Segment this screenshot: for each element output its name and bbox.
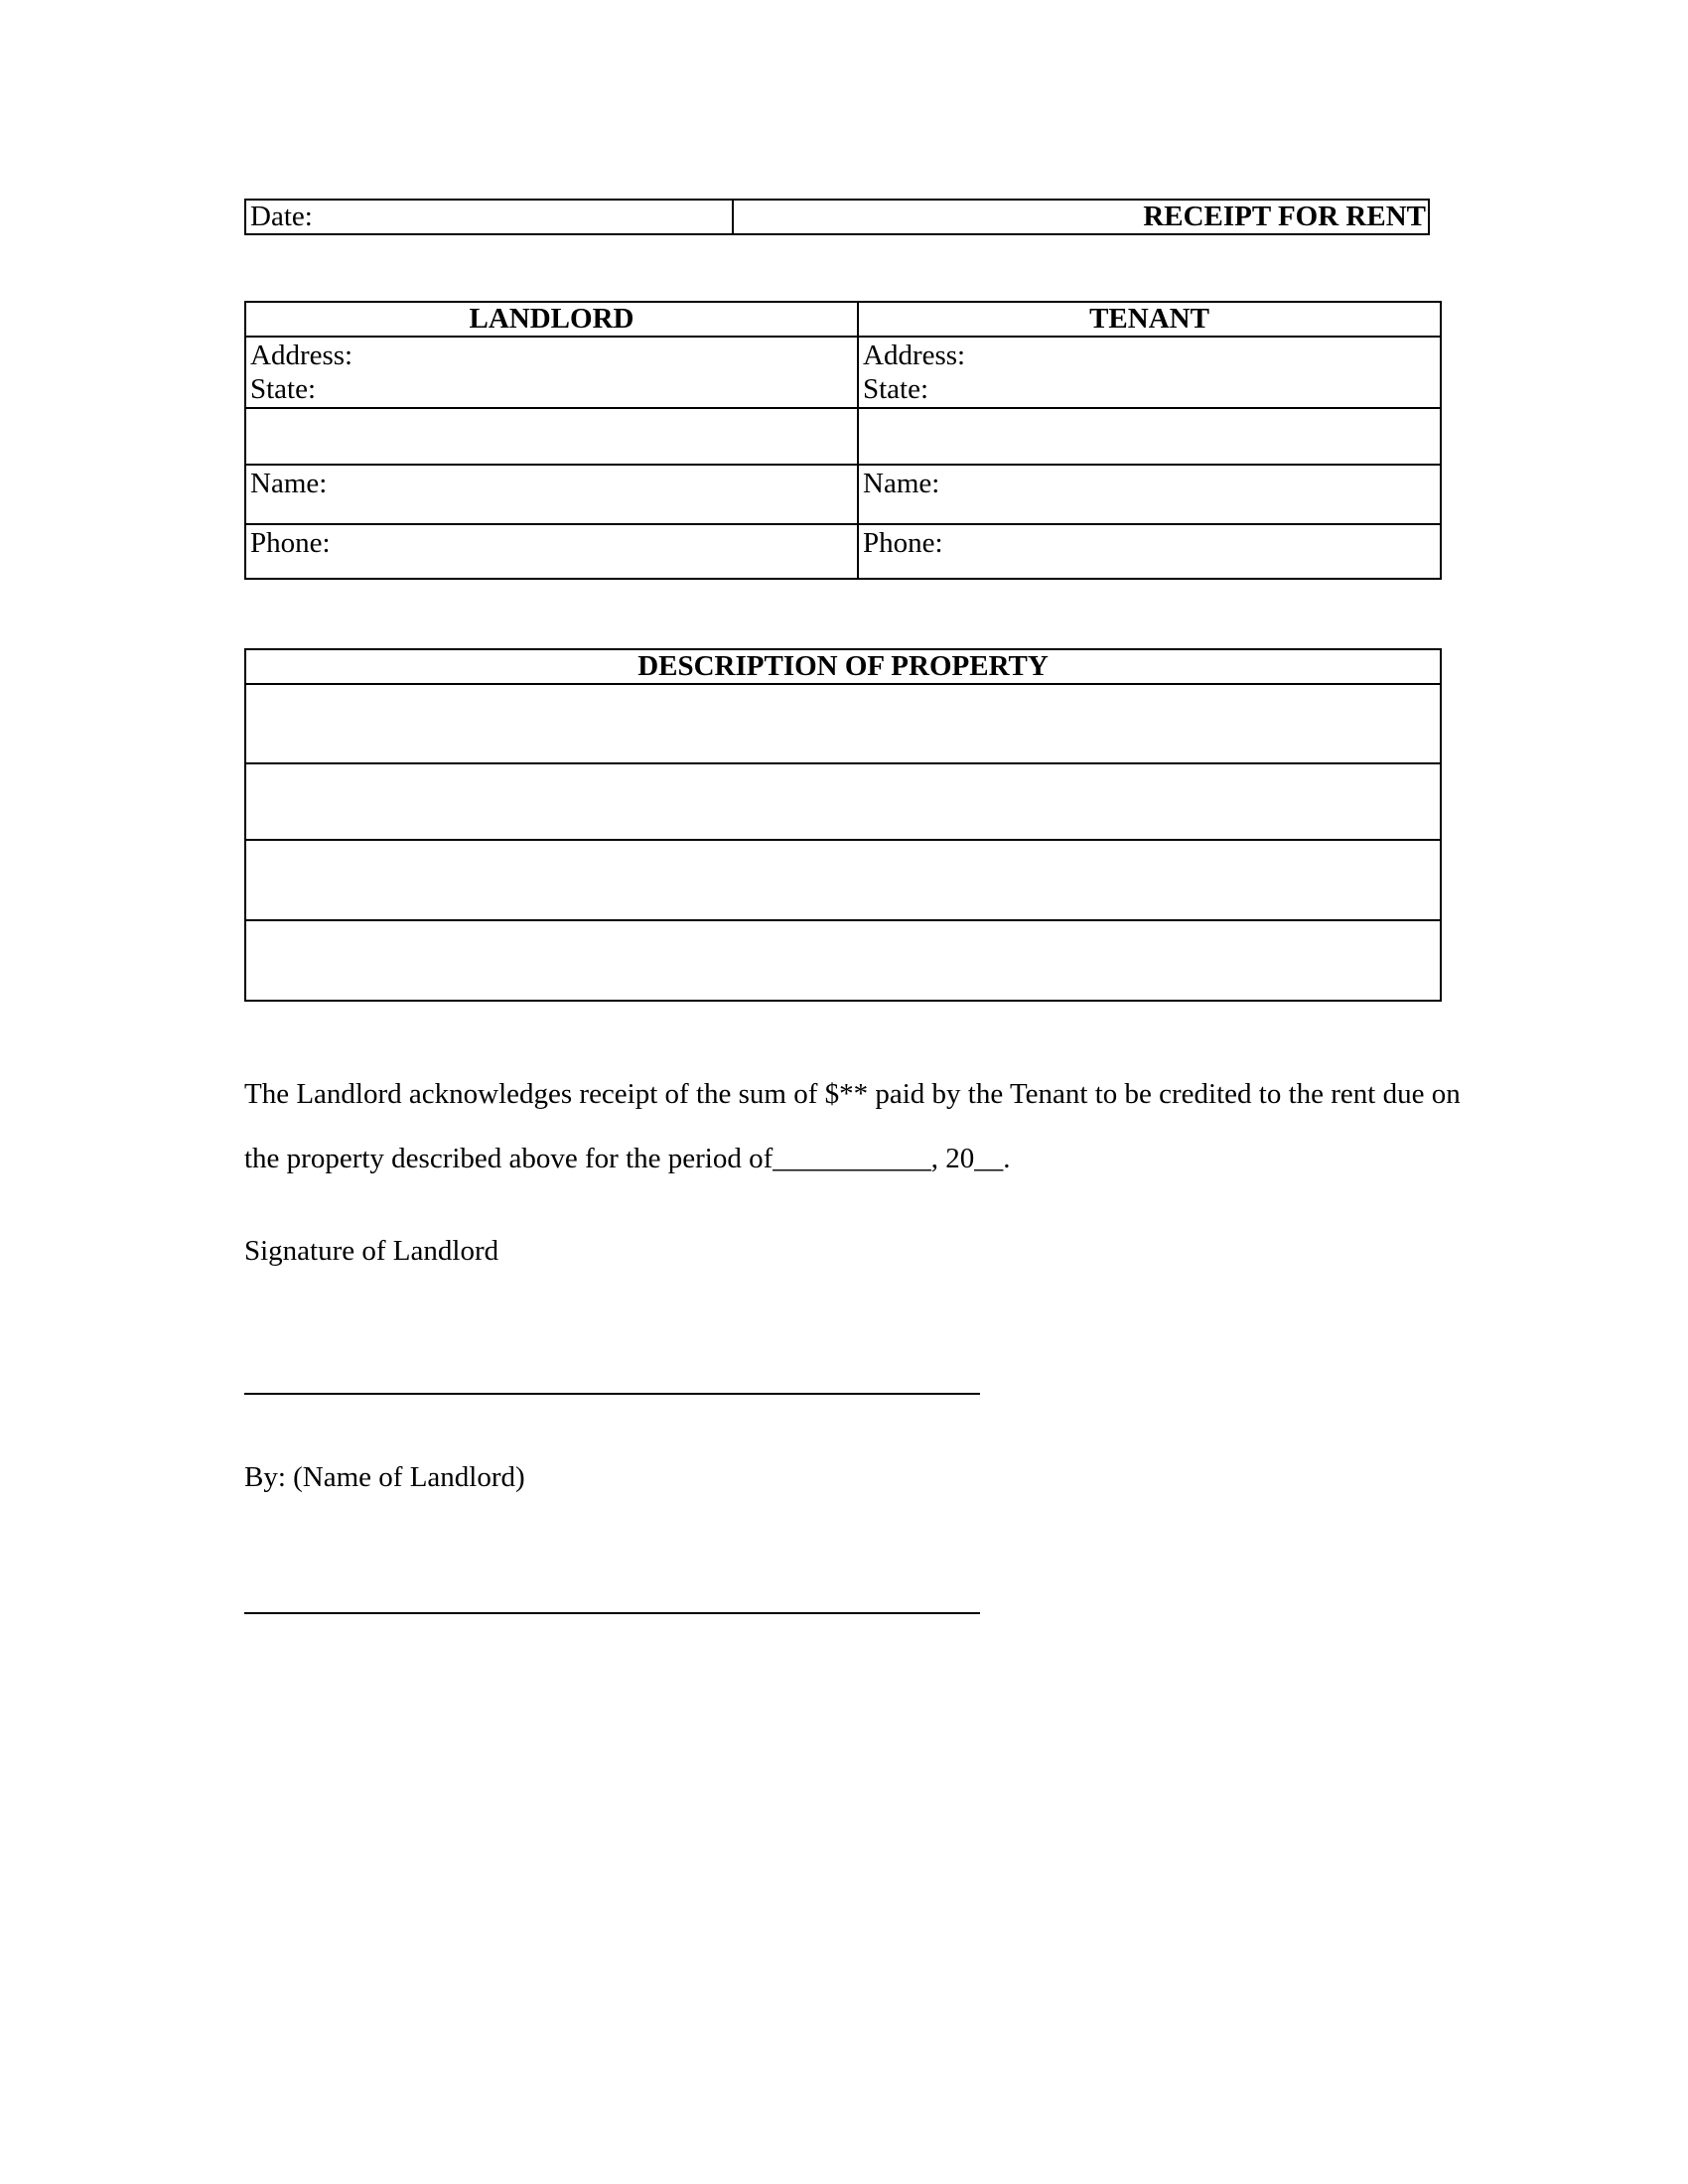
tenant-address-state-cell[interactable]	[858, 337, 1441, 408]
date-label: Date:	[250, 201, 313, 232]
date-field-cell[interactable]	[245, 200, 733, 234]
acknowledgement-line-2: the property described above for the period of___________, 20__.	[244, 1143, 1011, 1174]
landlord-address-state-cell[interactable]	[245, 337, 858, 408]
receipt-title: RECEIPT FOR RENT	[1143, 201, 1426, 232]
landlord-printed-name-line[interactable]	[244, 1612, 980, 1614]
landlord-name-label: Name:	[250, 468, 328, 499]
landlord-phone-cell[interactable]	[245, 524, 858, 579]
tenant-name-label: Name:	[863, 468, 940, 499]
description-header: DESCRIPTION OF PROPERTY	[245, 649, 1441, 684]
landlord-column-header: LANDLORD	[245, 302, 858, 337]
tenant-state-label: State:	[863, 373, 929, 405]
landlord-address-label: Address:	[250, 340, 353, 371]
signature-of-landlord-label: Signature of Landlord	[244, 1235, 499, 1267]
description-row-1[interactable]	[245, 684, 1441, 763]
description-table	[244, 648, 1442, 1002]
landlord-blank-cell[interactable]	[245, 408, 858, 465]
by-name-of-landlord-label: By: (Name of Landlord)	[244, 1461, 525, 1493]
header-table	[244, 199, 1430, 235]
landlord-signature-line[interactable]	[244, 1393, 980, 1395]
description-row-2[interactable]	[245, 763, 1441, 840]
description-row-3[interactable]	[245, 840, 1441, 920]
tenant-phone-label: Phone:	[863, 527, 943, 559]
tenant-address-label: Address:	[863, 340, 966, 371]
tenant-phone-cell[interactable]	[858, 524, 1441, 579]
landlord-state-label: State:	[250, 373, 317, 405]
description-row-4[interactable]	[245, 920, 1441, 1001]
acknowledgement-line-1: The Landlord acknowledges receipt of the sum of $** paid by the Tenant to be credited to the rent due on	[244, 1078, 1461, 1110]
landlord-phone-label: Phone:	[250, 527, 331, 559]
parties-table	[244, 301, 1442, 580]
tenant-blank-cell[interactable]	[858, 408, 1441, 465]
tenant-column-header: TENANT	[858, 302, 1441, 337]
landlord-name-cell[interactable]	[245, 465, 858, 524]
tenant-name-cell[interactable]	[858, 465, 1441, 524]
receipt-title-cell	[733, 200, 1429, 234]
